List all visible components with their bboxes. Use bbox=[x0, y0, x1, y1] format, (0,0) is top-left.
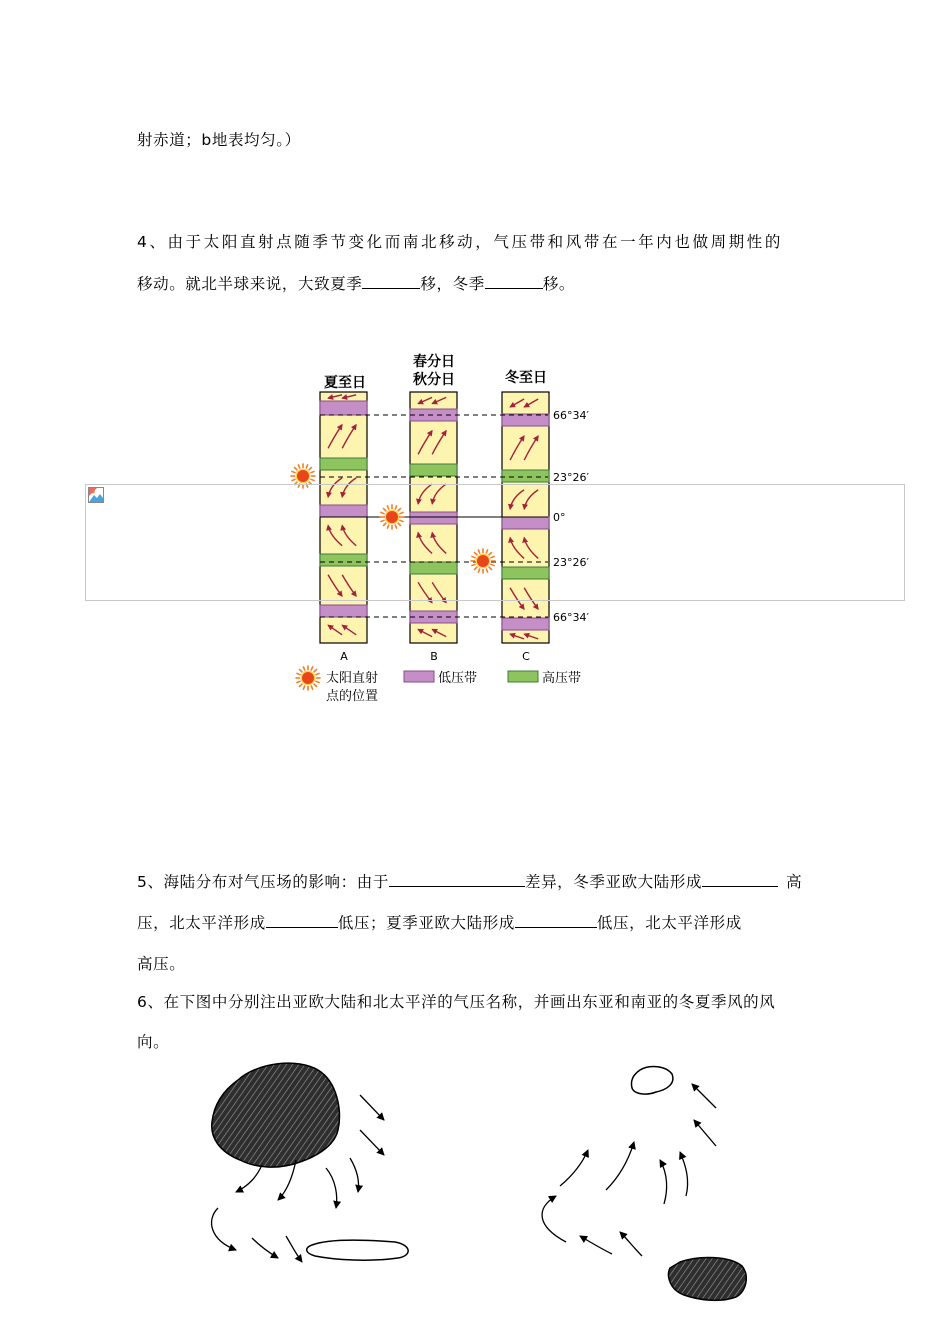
eurasia-landmass-winter bbox=[212, 1063, 340, 1167]
q5-text-e: 低压；夏季亚欧大陆形成 bbox=[337, 914, 515, 932]
summer-monsoon-arrows bbox=[542, 1084, 716, 1256]
q4-text-b: 移，冬季 bbox=[420, 275, 485, 293]
col-title-summer: 夏至日 bbox=[324, 375, 366, 391]
hatched-area-summer bbox=[669, 1257, 747, 1300]
arrow-summer-7 bbox=[542, 1196, 566, 1242]
lat-label-n66: 66°34′ bbox=[553, 409, 589, 422]
legend-sun-label-2: 点的位置 bbox=[326, 689, 379, 704]
arrow-winter-9 bbox=[286, 1236, 302, 1262]
q4-line-1: 4、由于太阳直射点随季节变化而南北移动，气压带和风带在一年内也做周期性的 bbox=[137, 233, 783, 251]
arrow-summer-1 bbox=[692, 1084, 716, 1108]
arrow-summer-9 bbox=[620, 1232, 642, 1256]
col-letter-b: B bbox=[430, 650, 438, 663]
lat-label-n23: 23°26′ bbox=[553, 471, 589, 484]
legend-sun-label-1: 太阳直射 bbox=[326, 671, 379, 686]
island-outline-summer bbox=[631, 1067, 672, 1095]
arrow-winter-1 bbox=[360, 1095, 384, 1120]
lat-label-s66: 66°34′ bbox=[553, 611, 589, 624]
col-title-spring: 春分日 bbox=[413, 354, 455, 370]
arrow-winter-8 bbox=[252, 1238, 278, 1258]
lat-label-s23: 23°26′ bbox=[553, 556, 589, 569]
arrow-winter-2 bbox=[360, 1130, 384, 1155]
q4-text-c: 移。 bbox=[542, 275, 576, 293]
island-outline-winter bbox=[307, 1240, 408, 1260]
arrow-summer-8 bbox=[580, 1236, 612, 1254]
arrow-winter-3 bbox=[350, 1158, 359, 1192]
q5-text-b: 差异，冬季亚欧大陆形成 bbox=[524, 873, 703, 891]
arrow-summer-3 bbox=[680, 1152, 688, 1196]
col-letter-a: A bbox=[340, 650, 348, 663]
q6-line-2: 向。 bbox=[137, 1033, 170, 1051]
text-line-1: 射赤道；b地表均匀。） bbox=[137, 131, 301, 149]
arrow-summer-2 bbox=[694, 1120, 716, 1146]
arrow-winter-7 bbox=[212, 1208, 236, 1250]
q4-text-a: 移动。就北半球来说，大致夏季 bbox=[137, 275, 363, 293]
col-title-winter: 冬至日 bbox=[505, 370, 547, 386]
q5-text-f: 低压，北太平洋形成 bbox=[596, 914, 742, 932]
lat-label-eq: 0° bbox=[553, 511, 566, 524]
arrow-winter-4 bbox=[326, 1168, 337, 1208]
arrow-winter-6 bbox=[236, 1165, 262, 1192]
q5-line-3: 高压。 bbox=[137, 955, 186, 973]
arrow-summer-4 bbox=[660, 1160, 667, 1204]
arrow-summer-5 bbox=[606, 1142, 634, 1190]
q6-line-1: 6、在下图中分别注出亚欧大陆和北太平洋的气压名称，并画出东亚和南亚的冬夏季风的风 bbox=[137, 993, 776, 1011]
col-title-autumn: 秋分日 bbox=[413, 372, 455, 388]
arrow-summer-6 bbox=[560, 1150, 588, 1186]
legend-high-label: 高压带 bbox=[542, 671, 582, 686]
q5-text-d: 压，北太平洋形成 bbox=[137, 914, 266, 932]
col-letter-c: C bbox=[522, 650, 530, 663]
q5-text-c: 高 bbox=[786, 873, 803, 891]
legend-low-label: 低压带 bbox=[438, 671, 478, 686]
q5-text-a: 5、海陆分布对气压场的影响：由于 bbox=[137, 873, 389, 891]
